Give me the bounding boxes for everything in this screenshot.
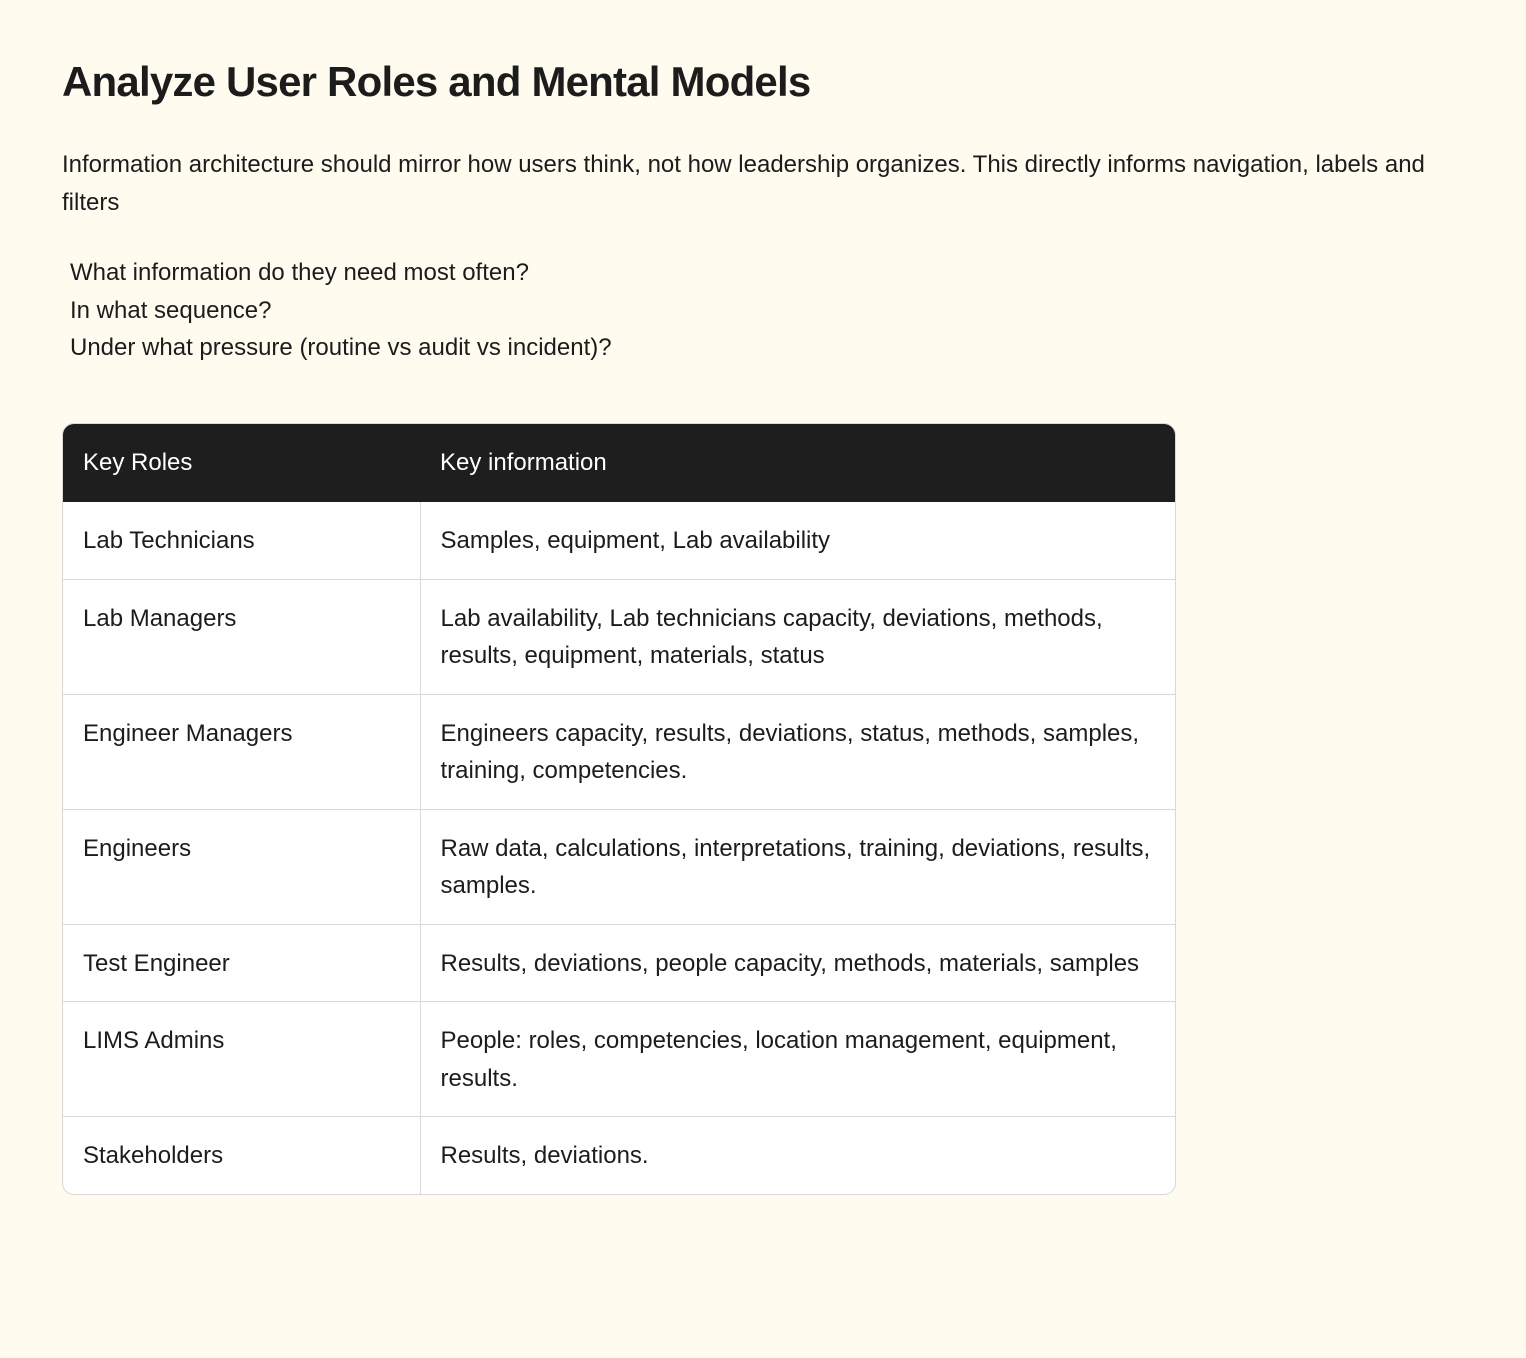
column-header-roles: Key Roles: [63, 424, 420, 502]
table-row: [63, 579, 1175, 694]
role-cell: Lab Technicians: [63, 502, 420, 579]
role-cell: Stakeholders: [63, 1117, 420, 1194]
role-cell: Engineer Managers: [63, 694, 420, 809]
question-item: Under what pressure (routine vs audit vs incident)?: [70, 334, 612, 361]
role-cell: LIMS Admins: [63, 1002, 420, 1117]
info-cell: Samples, equipment, Lab availability: [440, 527, 831, 554]
table-row: [63, 809, 1175, 924]
table-row: [63, 924, 1175, 1002]
question-item: What information do they need most often?: [70, 259, 529, 286]
info-cell: People: roles, competencies, location management, equipment, results.: [420, 1002, 1175, 1117]
intro-paragraph: Information architecture should mirror how users think, not how leadership organizes. This directly informs navigation, labels and filters: [62, 151, 1425, 216]
column-header-info: Key information: [420, 424, 1175, 502]
role-cell: Lab Managers: [63, 579, 420, 694]
table-row: [63, 1117, 1175, 1194]
info-cell: Lab availability, Lab technicians capacity, deviations, methods, results, equipment, materials, status: [420, 579, 1175, 694]
role-cell: Test Engineer: [63, 924, 420, 1002]
table-header-row: [63, 424, 1175, 502]
info-cell: Results, deviations.: [420, 1117, 1175, 1194]
table-row: [63, 502, 1175, 579]
role-cell: Engineers: [63, 809, 420, 924]
table-row: [63, 1002, 1175, 1117]
info-cell: Results, deviations, people capacity, methods, materials, samples: [420, 924, 1175, 1002]
info-cell: Engineers capacity, results, deviations, status, methods, samples, training, competencies.: [420, 694, 1175, 809]
roles-table: [62, 423, 1176, 1195]
question-item: In what sequence?: [70, 296, 272, 324]
info-cell: Raw data, calculations, interpretations, training, deviations, results, samples.: [420, 809, 1175, 924]
question-list: [70, 254, 612, 367]
table-row: [63, 694, 1175, 809]
page-title: Analyze User Roles and Mental Models: [62, 58, 811, 105]
